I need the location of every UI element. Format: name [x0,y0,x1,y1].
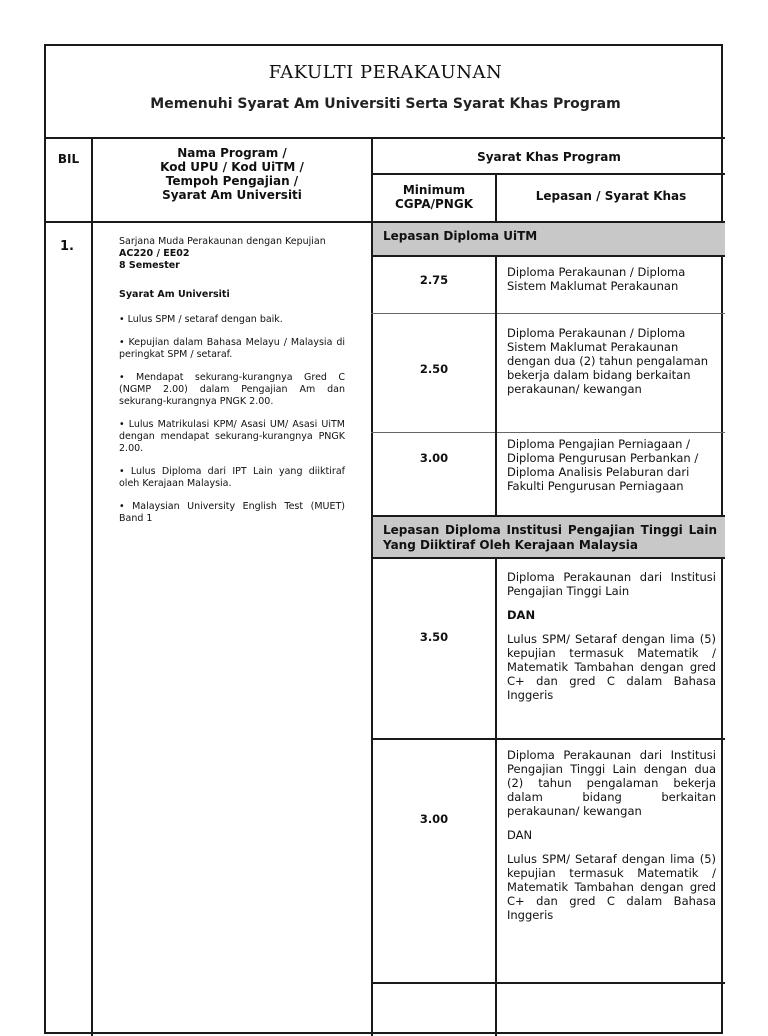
page-subtitle: Memenuhi Syarat Am Universiti Serta Syarat Khas Program [150,96,621,112]
section-band-uitm: Lepasan Diploma UiTM [373,223,725,255]
band-divider [371,557,725,559]
program-header-line: Tempoh Pengajian / [165,174,299,188]
general-requirement: • Kepujian dalam Bahasa Melayu / Malaysia di peringkat SPM / setaraf. [119,337,345,360]
requirement-text: Diploma Perakaunan / Diploma Sistem Maklumat Perakaunan dengan dua (2) tahun pengalaman bekerja dalam bidang berkaitan perakaunan/ kewangan [507,326,709,396]
column-header-lepasan: Lepasan / Syarat Khas [535,189,687,203]
requirements-table [44,44,723,1034]
column-header-bil: BIL [57,152,80,166]
general-requirement: • Lulus Matrikulasi KPM/ Asasi UM/ Asasi UiTM dengan mendapat sekurang-kurangnya PNGK 2.00. [119,419,345,454]
general-requirement: • Lulus Diploma dari IPT Lain yang diiktiraf oleh Kerajaan Malaysia. [119,466,345,489]
cgpa-column-divider [495,255,497,515]
cgpa-header-line: CGPA/PNGK [394,197,473,211]
requirement-text: Diploma Perakaunan / Diploma Sistem Maklumat Perakaunan [507,265,686,293]
program-column-divider [371,137,373,1036]
conjunction-label: DAN [507,828,533,842]
row-divider [371,313,725,314]
requirement-text: Lulus SPM/ Setaraf dengan lima (5) kepujian termasuk Matematik / Matematik Tambahan dengan gred C+ dan gred C dalam Bahasa Inggeris [507,852,716,922]
section-band-ipt: Lepasan Diploma Institusi Pengajian Tinggi Lain Yang Diiktiraf Oleh Kerajaan Malaysia [373,517,725,557]
conjunction-label: DAN [507,608,536,622]
cgpa-value: 2.50 [419,362,449,376]
program-header-line: Kod UPU / Kod UiTM / [160,160,304,174]
row-divider [371,432,725,433]
general-requirement: • Mendapat sekurang-kurangnya Gred C (NGMP 2.00) dalam Pengajian Am dan sekurang-kurangnya PNGK 2.00. [119,372,345,407]
syarat-khas-divider [371,173,725,175]
requirement-text: Diploma Perakaunan dari Institusi Pengajian Tinggi Lain [507,570,716,598]
cgpa-value: 3.00 [419,812,449,826]
bil-column-divider [91,137,93,1036]
program-header-line: Nama Program / [177,146,287,160]
requirement-text: Diploma Perakaunan dari Institusi Pengajian Tinggi Lain dengan dua (2) tahun pengalaman bekerja dalam bidang berkaitan perakaunan/ kewangan [507,748,716,818]
cgpa-column-divider [495,557,497,1036]
column-header-syarat-khas: Syarat Khas Program [477,150,621,164]
page-title: FAKULTI PERAKAUNAN [268,62,503,83]
column-header-program [93,146,371,202]
program-header-line: Syarat Am Universiti [162,188,302,202]
title-divider [46,137,725,139]
program-duration: 8 Semester [119,260,180,271]
cgpa-value: 3.50 [419,630,449,644]
row-divider [371,982,725,984]
program-code: AC220 / EE02 [119,248,190,259]
cgpa-value: 2.75 [419,273,449,287]
requirement-block [507,570,716,712]
general-requirement: • Lulus SPM / setaraf dengan baik. [119,314,283,325]
general-requirement: • Malaysian University English Test (MUET) Band 1 [119,501,345,524]
cgpa-header-line: Minimum [402,183,466,197]
program-name: Sarjana Muda Perakaunan dengan Kepujian [119,236,326,247]
requirement-text: Lulus SPM/ Setaraf dengan lima (5) kepujian termasuk Matematik / Matematik Tambahan dengan gred C+ dan gred C dalam Bahasa Inggeris [507,632,716,702]
column-header-min-cgpa [373,183,495,211]
row-number: 1. [60,239,74,254]
general-requirements-title: Syarat Am Universiti [119,289,230,300]
requirement-text: Diploma Pengajian Perniagaan / Diploma Pengurusan Perbankan / Diploma Analisis Pelaburan dari Fakulti Pengurusan Perniagaan [507,437,699,493]
band-divider [371,255,725,257]
requirement-block [507,748,716,932]
cgpa-value: 3.00 [419,451,449,465]
row-divider [371,738,725,740]
program-details [119,236,345,536]
